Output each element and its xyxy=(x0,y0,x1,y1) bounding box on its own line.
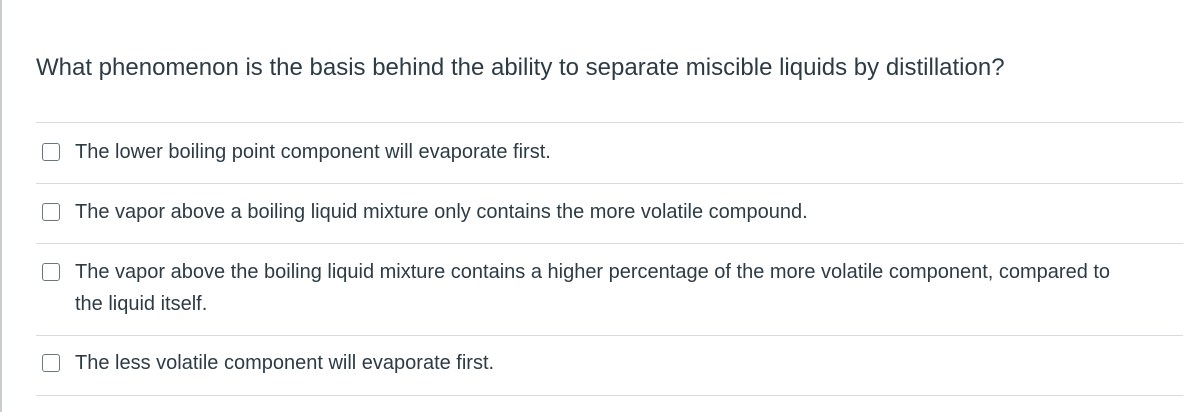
answer-label-4: The less volatile component will evaporate first. xyxy=(75,352,495,374)
answer-list xyxy=(36,122,1183,396)
answer-checkbox-4[interactable] xyxy=(42,354,60,372)
answer-option-2[interactable] xyxy=(36,184,1183,244)
answer-label-1: The lower boiling point component will evaporate first. xyxy=(75,141,551,163)
answer-label-3: The vapor above the boiling liquid mixture contains a higher percentage of the more volatile component, compared to the liquid itself. xyxy=(75,261,1111,315)
answer-checkbox-3[interactable] xyxy=(42,263,60,281)
answer-checkbox-2[interactable] xyxy=(42,203,60,221)
answer-option-4[interactable] xyxy=(36,336,1183,396)
left-border xyxy=(0,0,2,412)
question-text: What phenomenon is the basis behind the ability to separate miscible liquids by distillation? xyxy=(36,54,1005,81)
answer-option-1[interactable] xyxy=(36,123,1183,184)
answer-checkbox-1[interactable] xyxy=(42,143,60,161)
answer-option-3[interactable] xyxy=(36,244,1183,336)
answer-label-2: The vapor above a boiling liquid mixture only contains the more volatile compound. xyxy=(75,201,808,223)
